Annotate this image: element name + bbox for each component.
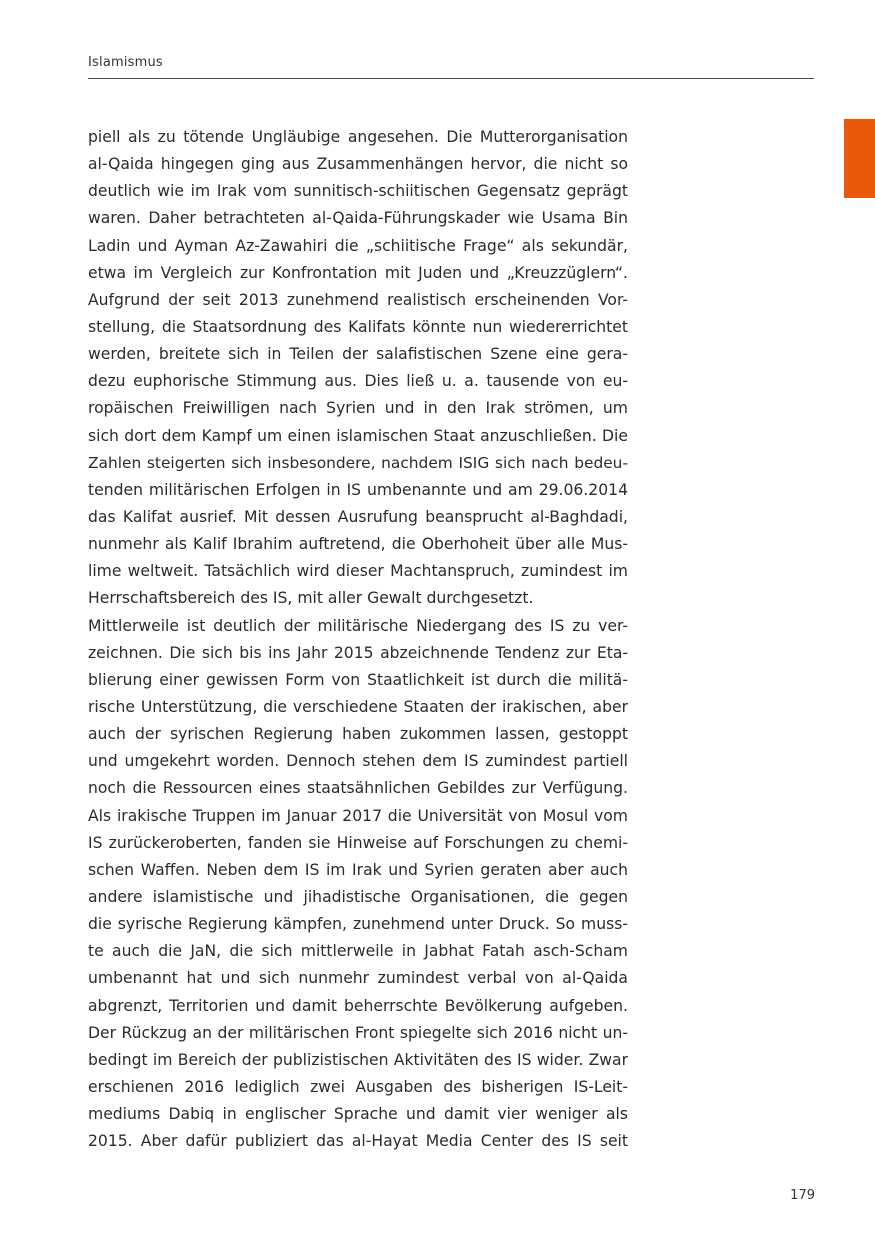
text-line: zeichnen. Die sich bis ins Jahr 2015 abzeichnende Tendenz zur Eta-	[88, 643, 628, 662]
text-line: Aufgrund der seit 2013 zunehmend realistisch erscheinenden Vor-	[88, 290, 628, 309]
text-line: nunmehr als Kalif Ibrahim auftretend, die Oberhoheit über alle Mus-	[88, 535, 628, 554]
text-line: auch der syrischen Regierung haben zukommen lassen, gestoppt	[88, 725, 628, 744]
text-line: Der Rückzug an der militärischen Front spiegelte sich 2016 nicht un-	[88, 1023, 628, 1042]
text-line: Zahlen steigerten sich insbesondere, nachdem ISIG sich nach bedeu-	[88, 453, 628, 472]
text-line: al-Qaida hingegen ging aus Zusammenhängen hervor, die nicht so	[88, 155, 628, 174]
text-line: und umgekehrt worden. Dennoch stehen dem IS zumindest partiell	[88, 752, 628, 771]
text-line: Herrschaftsbereich des IS, mit aller Gewalt durchgesetzt.	[88, 589, 534, 608]
text-line: lime weltweit. Tatsächlich wird dieser Machtanspruch, zumindest im	[88, 562, 628, 581]
page-number: 179	[790, 1188, 815, 1203]
text-line: Mittlerweile ist deutlich der militärische Niedergang des IS zu ver-	[88, 616, 628, 635]
running-head: Islamismus	[88, 55, 163, 70]
text-line: stellung, die Staatsordnung des Kalifats könnte nun wiedererrichtet	[88, 317, 628, 336]
text-line: IS zurückeroberten, fanden sie Hinweise auf Forschungen zu chemi-	[88, 833, 628, 852]
text-line: sich dort dem Kampf um einen islamischen Staat anzuschließen. Die	[88, 426, 628, 445]
text-line: abgrenzt, Territorien und damit beherrschte Bevölkerung aufgeben.	[88, 996, 628, 1015]
text-line: Als irakische Truppen im Januar 2017 die Universität von Mosul vom	[88, 806, 628, 825]
text-line: 2015. Aber dafür publiziert das al-Hayat Media Center des IS seit	[88, 1132, 628, 1151]
text-line: umbenannt hat und sich nunmehr zumindest verbal von al-Qaida	[88, 969, 628, 988]
text-line: schen Waffen. Neben dem IS im Irak und Syrien geraten aber auch	[88, 860, 628, 879]
text-line: bedingt im Bereich der publizistischen Aktivitäten des IS wider. Zwar	[88, 1050, 628, 1069]
text-line: dezu euphorische Stimmung aus. Dies ließ u. a. tausende von eu-	[88, 372, 628, 391]
text-line: rische Unterstützung, die verschiedene Staaten der irakischen, aber	[88, 697, 628, 716]
text-line: ropäischen Freiwilligen nach Syrien und in den Irak strömen, um	[88, 399, 628, 418]
text-line: Ladin und Ayman Az-Zawahiri die „schiitische Frage“ als sekundär,	[88, 236, 628, 255]
text-line: waren. Daher betrachteten al-Qaida-Führungskader wie Usama Bin	[88, 209, 628, 228]
text-line: piell als zu tötende Ungläubige angesehen. Die Mutterorganisation	[88, 128, 628, 146]
text-line: andere islamistische und jihadistische Organisationen, die gegen	[88, 887, 628, 906]
text-line: mediums Dabiq in englischer Sprache und damit vier weniger als	[88, 1105, 628, 1124]
text-line: blierung einer gewissen Form von Staatlichkeit ist durch die militä-	[88, 670, 628, 689]
text-line: tenden militärischen Erfolgen in IS umbenannte und am 29.06.2014	[88, 480, 628, 499]
text-line: das Kalifat ausrief. Mit dessen Ausrufung beansprucht al-Baghdadi,	[88, 507, 628, 526]
text-line: deutlich wie im Irak vom sunnitisch-schiitischen Gegensatz geprägt	[88, 182, 628, 201]
chapter-tab-marker	[844, 119, 875, 198]
text-line: die syrische Regierung kämpfen, zunehmend unter Druck. So muss-	[88, 915, 628, 934]
body-text	[88, 124, 628, 1155]
text-line: te auch die JaN, die sich mittlerweile in Jabhat Fatah asch-Scham	[88, 942, 628, 961]
text-line: erschienen 2016 lediglich zwei Ausgaben des bisherigen IS-Leit-	[88, 1077, 628, 1096]
text-line: noch die Ressourcen eines staatsähnlichen Gebildes zur Verfügung.	[88, 779, 628, 798]
text-line: werden, breitete sich in Teilen der salafistischen Szene eine gera-	[88, 345, 628, 364]
text-line: etwa im Vergleich zur Konfrontation mit Juden und „Kreuzzüglern“.	[88, 263, 628, 282]
header-rule	[88, 78, 814, 79]
